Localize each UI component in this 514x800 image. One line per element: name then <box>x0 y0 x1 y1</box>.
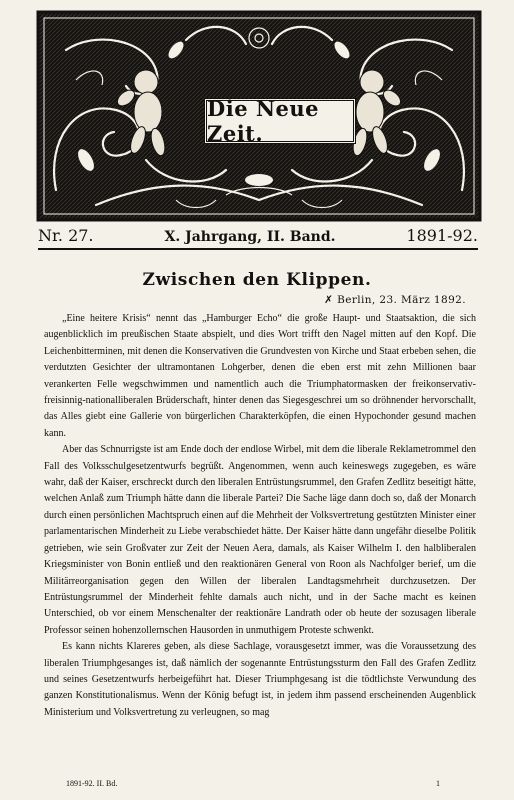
masthead-title: Die Neue Zeit. <box>207 96 320 146</box>
article-headline: Zwischen den Klippen. <box>142 270 372 290</box>
masthead-title-box <box>204 98 356 144</box>
dateline-text: Berlin, 23. März 1892. <box>337 294 466 306</box>
paragraph-2: Aber das Schnurrigste ist am Ende doch der endlose Wirbel, mit dem die liberale Reklametrommel den Fall des Volksschulgesetzentwurfs begrüßt. Angenommen, wenn auch keineswegs zugegeben, es wäre wahr, daß der Kaiser, erschreckt durch den liberalen Entrüstungsrummel, den Grafen Zedlitz beseitigt hätte, welchen Anlaß zum Triumph hätte dann die liberale Partei? Die Sache läge dann doch so, daß der Monarch durch einen persönlichen Machtspruch einen auf die Mehrheit der Volksvertretung gestützten Minister einer parlamentarischen Minderheit zu Liebe verabschiedet hätte. Der Kaiser hätte dann ungefähr dieselbe Politik getrieben, wie sein Großvater zur Zeit der Neuen Aera, damals, als Kaiser Wilhelm I. den halbliberalen Kriegsminister von Bonin entließ und den reaktionären General von Roon als Nachfolger berief, um die Militärreorganisation gegen den Willen der liberalen Landtagsmehrheit durchzusetzen. Der Entrüstungsrummel der Minderheit fehlte damals auch nicht, und in der Sache macht es keinen Unterschied, ob vor einem Menschenalter der reaktionäre Landrath oder ob heute der sozusagen liberale Professor seinen hohenzollernschen Hausorden in unmuthigem Proteste schwenkt. <box>44 444 476 636</box>
paragraph-3: Es kann nichts Klareres geben, als diese Sachlage, vorausgesetzt immer, was die Voraussetzung des liberalen Triumphgesanges ist, daß nämlich der sogenannte Entrüstungssturm den Fall des Grafen Zedlitz und seines Gesetzentwurfs herbeigeführt hat. Dieser Triumphgesang ist die tödtlichste Verwundung des ganzen Konstitutionalismus. Wenn der König befugt ist, in jedem ihm passend erscheinenden Augenblick Ministerium und Volksvertretung zu verleugnen, so mag <box>44 641 476 718</box>
issue-number: Nr. 27. <box>38 226 94 245</box>
footer-signature: 1891-92. II. Bd. <box>66 779 118 788</box>
article-dateline <box>324 294 466 306</box>
issue-line <box>38 226 478 250</box>
issue-volume: X. Jahrgang, II. Band. <box>164 229 336 245</box>
page-footer <box>66 779 440 788</box>
masthead-ornament <box>36 10 482 222</box>
footer-sheet-number: 1 <box>436 779 440 788</box>
issue-year: 1891-92. <box>406 226 478 245</box>
paragraph-1: „Eine heitere Krisis“ nennt das „Hamburger Echo“ die große Haupt- und Staatsaktion, die sich augenblicklich im preußischen Staate abspielt, und dies Wort trifft den Nagel mitten auf den Kopf. Die Leichenbitterminen, mit denen die Konservativen die Grundvesten von Kirche und Staat erbeben sehen, die verdutzten Gesichter der ultramontanen Lohgerber, denen die eben erst mit zehn Millionen baar verankerten Felle wegschwimmen und namentlich auch die Triumphatormasken der freikonservativ-freisinnig-nationalliberalen Brüderschaft, hinter denen das Siegesgeschrei um so dröhnender hervorschallt, das Alles giebt eine Gallerie von bürgerlichen Charakterköpfen, die einen Hypochonder gesund machen kann. <box>44 313 476 439</box>
dateline-mark-icon: ✗ <box>324 294 338 306</box>
article-body <box>44 311 476 721</box>
